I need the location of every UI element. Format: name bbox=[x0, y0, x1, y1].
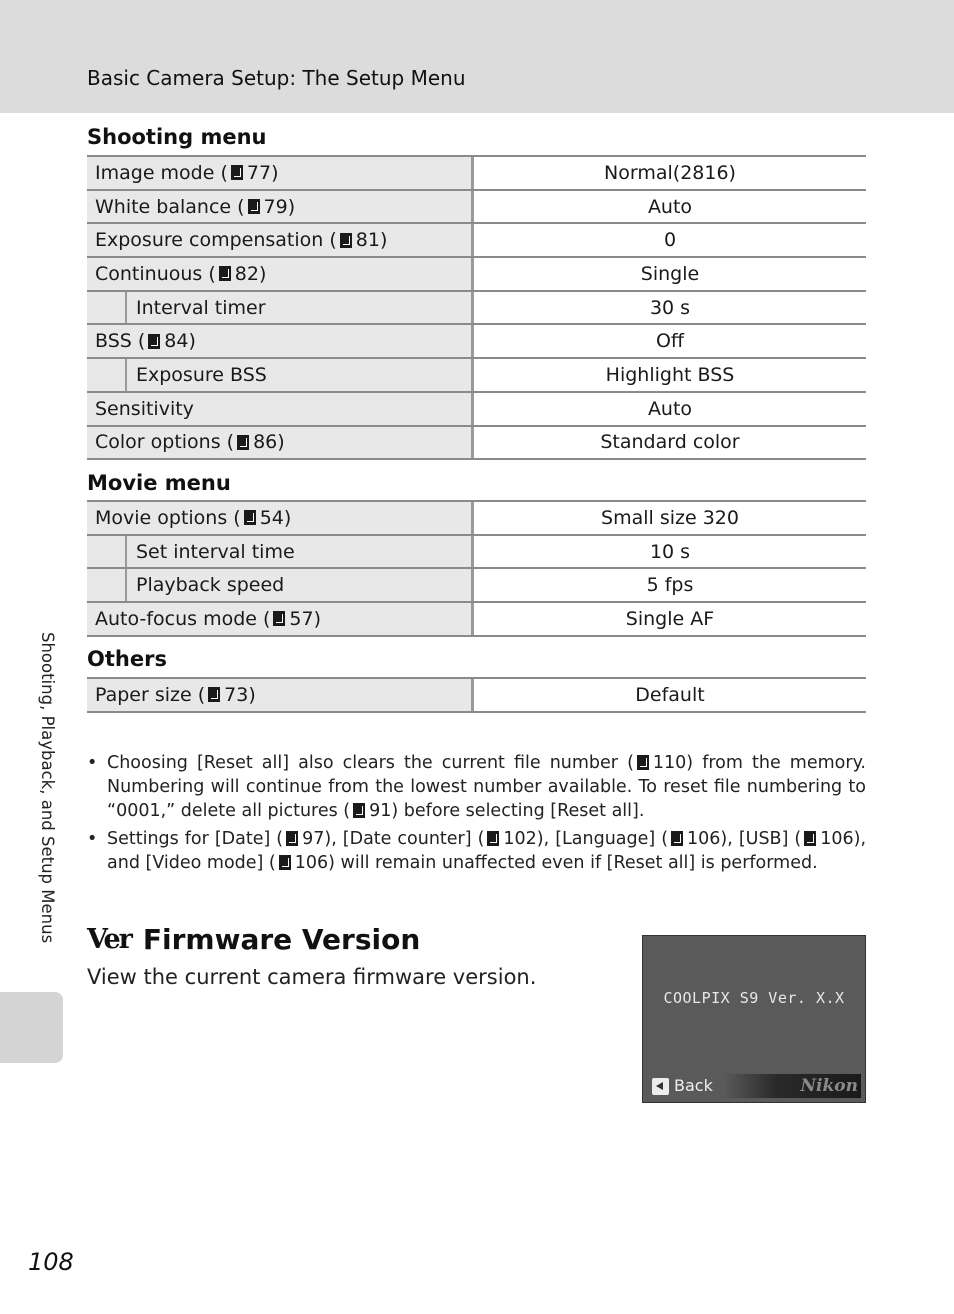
page-reference-icon bbox=[340, 233, 352, 248]
back-arrow-icon bbox=[652, 1078, 669, 1095]
page-reference-icon bbox=[804, 831, 816, 846]
setting-value: Normal(2816) bbox=[474, 157, 866, 189]
table-row bbox=[87, 603, 866, 637]
setting-value: Single AF bbox=[474, 603, 866, 635]
table-row bbox=[87, 224, 866, 258]
indent-cell bbox=[87, 536, 127, 568]
setting-value: Default bbox=[474, 679, 866, 711]
page-number: 108 bbox=[28, 1248, 74, 1276]
side-section-label: Shooting, Playback, and Setup Menus bbox=[38, 632, 57, 944]
setting-name: Auto-focus mode ( 57) bbox=[87, 603, 474, 635]
setting-name: Paper size ( 73) bbox=[87, 679, 474, 711]
setting-value: Small size 320 bbox=[474, 502, 866, 534]
setting-value: 10 s bbox=[474, 536, 866, 568]
setting-name: White balance ( 79) bbox=[87, 191, 474, 223]
setting-value: 30 s bbox=[474, 292, 866, 324]
shooting-menu-table bbox=[87, 155, 866, 460]
movie-menu-heading: Movie menu bbox=[87, 471, 231, 495]
others-heading: Others bbox=[87, 647, 167, 671]
page-reference-icon bbox=[286, 831, 298, 846]
firmware-version-readout: COOLPIX S9 Ver. X.X bbox=[663, 989, 845, 1007]
page-reference-icon bbox=[219, 266, 231, 281]
page-reference-icon bbox=[279, 855, 291, 870]
setting-value: Off bbox=[474, 325, 866, 357]
page-reference-icon bbox=[487, 831, 499, 846]
shooting-menu-heading: Shooting menu bbox=[87, 125, 267, 149]
notes-list bbox=[87, 751, 866, 879]
side-section-tab bbox=[0, 992, 63, 1063]
note-item: • Choosing [Reset all] also clears the current file number ( 110) from the memory. Numbering will continue from the lowest number available. To reset file numbering to “0001,” delete all pictures ( 91) before selecting [Reset all]. bbox=[87, 753, 866, 821]
page-reference-icon bbox=[248, 199, 260, 214]
setting-value: Highlight BSS bbox=[474, 359, 866, 391]
header-band bbox=[0, 0, 954, 113]
page-reference-icon bbox=[208, 687, 220, 702]
setting-name: Exposure compensation ( 81) bbox=[87, 224, 474, 256]
setting-name: Continuous ( 82) bbox=[87, 258, 474, 290]
lcd-bottom-bar bbox=[649, 1074, 861, 1098]
table-row-sub bbox=[87, 569, 866, 603]
camera-lcd-screen bbox=[642, 935, 866, 1103]
page-reference-icon bbox=[637, 755, 649, 770]
setting-name: Exposure BSS bbox=[87, 359, 474, 391]
note-item: • Settings for [Date] ( 97), [Date counter] ( 102), [Language] ( 106), [USB] ( 106), and [Video mode] ( 106) will remain unaffected even if [Reset all] is performed. bbox=[87, 829, 867, 873]
back-label: Back bbox=[674, 1076, 713, 1095]
setting-name: Image mode ( 77) bbox=[87, 157, 474, 189]
page-reference-icon bbox=[244, 510, 256, 525]
table-row-sub bbox=[87, 292, 866, 326]
firmware-section-title bbox=[87, 923, 420, 956]
bullet: • bbox=[87, 829, 98, 849]
table-row bbox=[87, 191, 866, 225]
ver-icon: Ver bbox=[87, 924, 131, 955]
page-reference-icon bbox=[671, 831, 683, 846]
page-reference-icon bbox=[273, 611, 285, 626]
setting-name: BSS ( 84) bbox=[87, 325, 474, 357]
setting-value: Auto bbox=[474, 393, 866, 425]
page-reference-icon bbox=[148, 334, 160, 349]
page-reference-icon bbox=[353, 803, 365, 818]
table-row bbox=[87, 325, 866, 359]
table-row bbox=[87, 502, 866, 536]
indent-cell bbox=[87, 359, 127, 391]
table-row bbox=[87, 157, 866, 191]
setting-name: Movie options ( 54) bbox=[87, 502, 474, 534]
setting-name: Color options ( 86) bbox=[87, 427, 474, 459]
movie-menu-table bbox=[87, 500, 866, 637]
setting-name: Playback speed bbox=[87, 569, 474, 601]
others-table bbox=[87, 677, 866, 713]
table-row bbox=[87, 427, 866, 461]
running-header-title: Basic Camera Setup: The Setup Menu bbox=[87, 66, 466, 90]
firmware-description: View the current camera firmware version. bbox=[87, 965, 537, 989]
setting-value: Auto bbox=[474, 191, 866, 223]
indent-cell bbox=[87, 292, 127, 324]
setting-value: 0 bbox=[474, 224, 866, 256]
setting-name: Set interval time bbox=[87, 536, 474, 568]
setting-value: Standard color bbox=[474, 427, 866, 459]
nikon-logo: Nikon bbox=[800, 1076, 858, 1096]
table-row-sub bbox=[87, 359, 866, 393]
setting-value: Single bbox=[474, 258, 866, 290]
firmware-title-text: Firmware Version bbox=[142, 923, 421, 956]
indent-cell bbox=[87, 569, 127, 601]
page-reference-icon bbox=[231, 165, 243, 180]
setting-name: Interval timer bbox=[87, 292, 474, 324]
bullet: • bbox=[87, 753, 98, 773]
table-row bbox=[87, 679, 866, 713]
setting-value: 5 fps bbox=[474, 569, 866, 601]
table-row bbox=[87, 393, 866, 427]
page-reference-icon bbox=[237, 435, 249, 450]
table-row-sub bbox=[87, 536, 866, 570]
setting-name: Sensitivity bbox=[87, 393, 474, 425]
table-row bbox=[87, 258, 866, 292]
